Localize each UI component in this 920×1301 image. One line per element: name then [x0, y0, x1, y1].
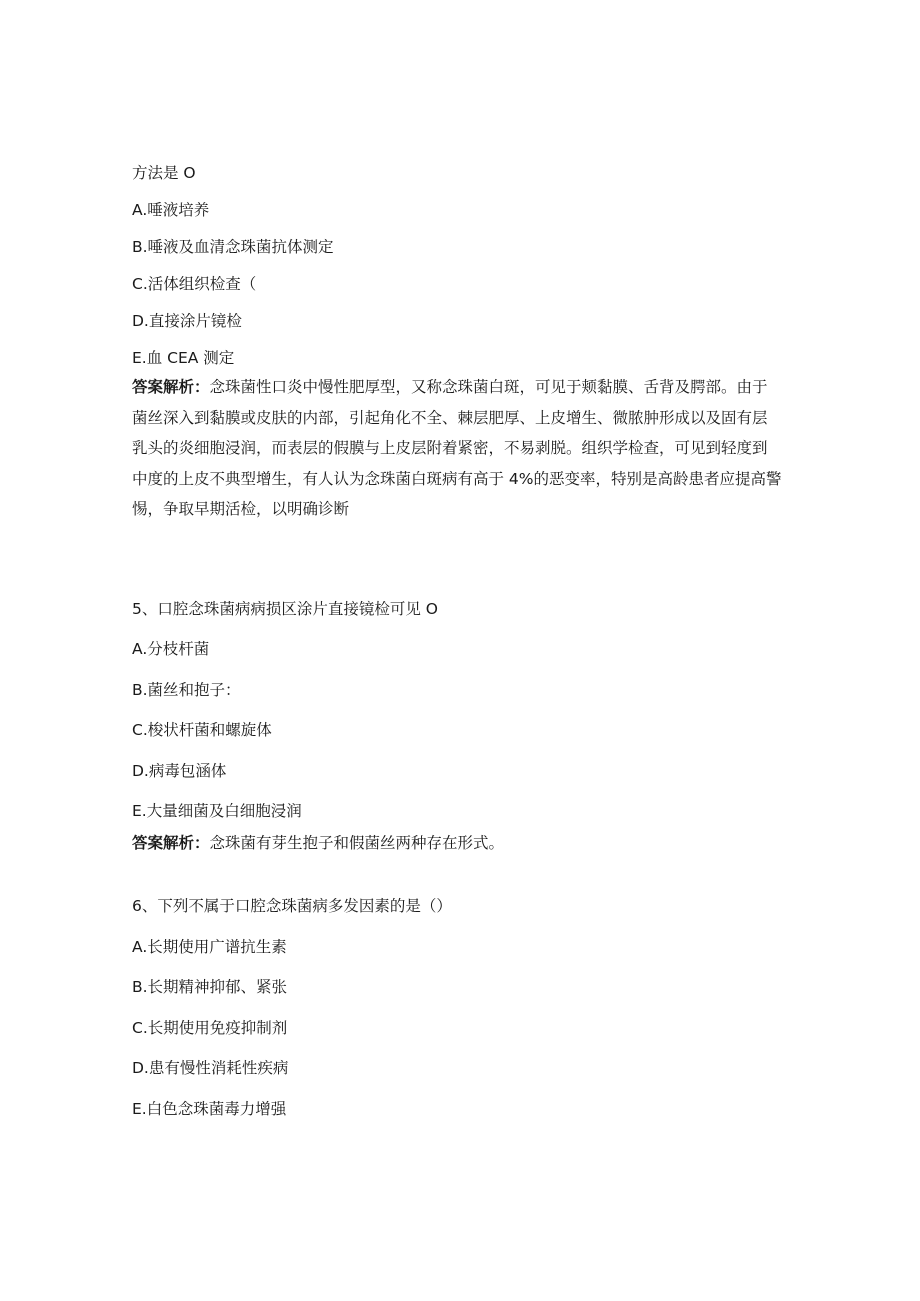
question-4-option-b: B.唾液及血清念珠菌抗体测定: [132, 238, 334, 256]
question-6-option-e: E.白色念珠菌毒力增强: [132, 1100, 287, 1118]
question-6-option-b: B.长期精神抑郁、紧张: [132, 978, 288, 996]
question-6-stem: 6、下列不属于口腔念珠菌病多发因素的是（）: [132, 897, 452, 915]
question-4-answer-explanation: [132, 372, 782, 525]
question-4-option-e: E.血 CEA 测定: [132, 349, 235, 367]
question-6-option-c: C.长期使用免疫抑制剂: [132, 1019, 288, 1037]
question-4-option-c: C.活体组织检查（: [132, 275, 257, 293]
question-6-option-a: A.长期使用广谱抗生素: [132, 938, 287, 956]
question-4-option-a: A.唾液培养: [132, 201, 210, 219]
answer-text: 念珠菌有芽生抱子和假菌丝两种存在形式。: [209, 834, 505, 852]
question-5-option-a: A.分枝杆菌: [132, 640, 210, 658]
answer-label: 答案解析：: [132, 834, 210, 852]
question-4-stem-tail: 方法是 O: [132, 164, 196, 182]
question-6-option-d: D.患有慢性消耗性疾病: [132, 1059, 289, 1077]
question-5-option-c: C.梭状杆菌和螺旋体: [132, 721, 272, 739]
question-5-option-d: D.病毒包涵体: [132, 762, 227, 780]
answer-label: 答案解析：: [132, 378, 210, 396]
question-5-answer-explanation: [132, 833, 504, 853]
question-4-option-d: D.直接涂片镜检: [132, 312, 242, 330]
question-5-option-e: E.大量细菌及白细胞浸润: [132, 802, 302, 820]
question-5-option-b: B.菌丝和抱子：: [132, 681, 241, 699]
question-5-stem: 5、口腔念珠菌病病损区涂片直接镜检可见 O: [132, 600, 438, 618]
answer-text: 念珠菌性口炎中慢性肥厚型，又称念珠菌白斑，可见于颊黏膜、舌背及腭部。由于菌丝深入到黏膜或皮肤的内部，引起角化不全、棘层肥厚、上皮增生、微脓肿形成以及固有层乳头的炎细胞浸润，而表层的假膜与上皮层附着紧密，不易剥脱。组织学检查，可见到轻度到中度的上皮不典型增生，有人认为念珠菌白斑病有高于 4%的恶变率，特别是高龄患者应提高警惕，争取早期活检，以明确诊断: [132, 378, 782, 518]
